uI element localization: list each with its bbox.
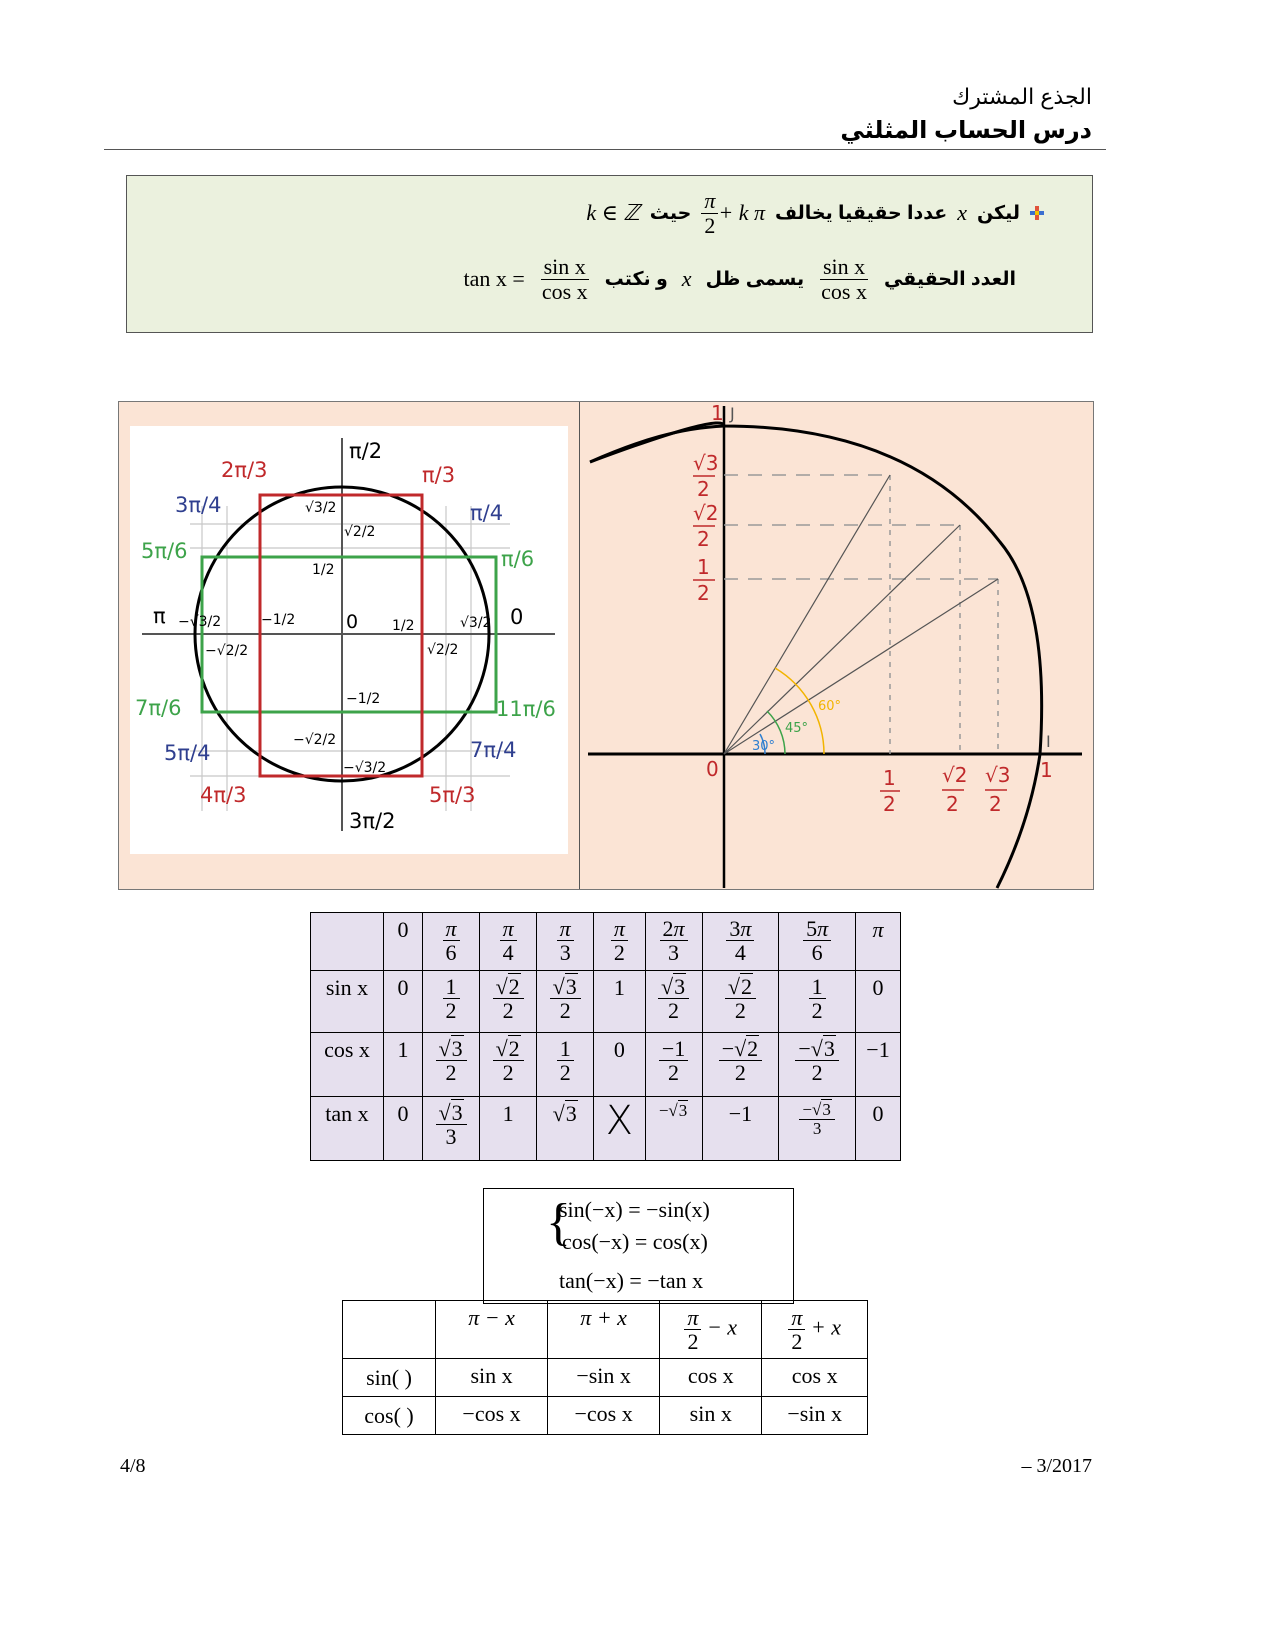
table-cell: $\frac{-√3}{3}$ <box>779 1097 856 1161</box>
table-cell: $\frac{-√3}{2}$ <box>779 1033 856 1097</box>
axis-label: √3 <box>985 763 1011 787</box>
table-cell: sin x <box>660 1397 762 1435</box>
value-label: −√3/2 <box>343 760 387 776</box>
table-header: $\frac{3\pi}{4}$ <box>702 913 779 971</box>
value-label: √2/2 <box>427 642 459 658</box>
table-cell: $\frac{1}{2}$ <box>537 1033 594 1097</box>
angle-label: 2π/3 <box>221 458 268 482</box>
table-header: $\frac{2\pi}{3}$ <box>645 913 702 971</box>
angle-label: π/6 <box>501 547 535 571</box>
text-real-number: عددا حقيقيا يخالف <box>775 202 948 224</box>
table-cell: sin x <box>436 1359 548 1397</box>
axis-label: 1 <box>1040 758 1053 782</box>
table-header: $\frac{\pi}{2}$ + x <box>762 1301 868 1359</box>
table-header: π + x <box>548 1301 660 1359</box>
angle-label: π/4 <box>470 501 504 525</box>
axis-label: 2 <box>697 527 710 551</box>
k-in-z: k ∈ ℤ <box>586 200 640 225</box>
table-cell: −cos x <box>436 1397 548 1435</box>
value-label: 0 <box>346 611 359 633</box>
table-cell: 1 <box>594 971 645 1033</box>
axis-label: 0 <box>706 757 719 781</box>
table-corner <box>343 1301 436 1359</box>
header-course: الجذع المشترك <box>952 84 1092 109</box>
angle-label: 5π/4 <box>164 741 211 765</box>
header-rule <box>104 149 1106 150</box>
table-cell: $\frac{√2}{2}$ <box>702 971 779 1033</box>
table-header: π − x <box>436 1301 548 1359</box>
table-cell: √3 <box>537 1097 594 1161</box>
text-called-tan: يسمى ظل <box>705 268 805 290</box>
axis-label: √2 <box>942 763 968 787</box>
angle-label: 5π/6 <box>141 539 188 563</box>
table-header: $\frac{\pi}{4}$ <box>480 913 537 971</box>
definition-line-1 <box>586 182 1044 244</box>
angle-label: 3π/4 <box>175 493 222 517</box>
axis-label: 2 <box>697 477 710 501</box>
frac-sin-2: sin x <box>541 255 589 279</box>
table-cell: 0 <box>384 1097 423 1161</box>
frac-pi-den: 2 <box>704 212 716 238</box>
table-cell: −cos x <box>548 1397 660 1435</box>
tan-equals: tan x = <box>463 266 525 291</box>
diagram-panel <box>118 401 1094 890</box>
table-cell: cos x <box>762 1359 868 1397</box>
axis-label: 2 <box>946 792 959 816</box>
angle-label: π/3 <box>422 463 456 487</box>
definition-box <box>126 175 1093 333</box>
table-cell: $\frac{√3}{2}$ <box>423 1033 480 1097</box>
value-label: −1/2 <box>346 691 381 707</box>
table-cell: 0 <box>855 971 900 1033</box>
frac-sin: sin x <box>820 255 868 279</box>
value-label: −√3/2 <box>178 614 222 630</box>
value-label: −1/2 <box>261 612 296 628</box>
table-cell: 0 <box>384 971 423 1033</box>
table-corner <box>311 913 384 971</box>
row-label: sin( ) <box>343 1359 436 1397</box>
angle-relations-table <box>342 1300 868 1435</box>
angle-label: 7π/6 <box>135 696 182 720</box>
angle-label: π/2 <box>349 439 383 463</box>
table-cell: −√3 <box>645 1097 702 1161</box>
angle-label: 5π/3 <box>429 783 476 807</box>
text-let: ليكن <box>976 202 1020 224</box>
table-header: $\frac{\pi}{3}$ <box>537 913 594 971</box>
frac-cos: cos x <box>821 278 867 304</box>
frac-pi-num: π <box>701 189 718 213</box>
quarter-circle-svg <box>580 402 1093 889</box>
angle-label: 4π/3 <box>200 783 247 807</box>
axis-label: √3 <box>693 451 719 475</box>
angle-label: 0 <box>510 605 524 629</box>
page-title: درس الحساب المثلثي <box>840 117 1092 144</box>
table-cell: $\frac{√2}{2}$ <box>480 971 537 1033</box>
value-label: 1/2 <box>312 562 335 578</box>
axis-label: √2 <box>693 501 719 525</box>
text-the-real: العدد الحقيقي <box>883 268 1016 290</box>
identity-sin: sin(−x) = −sin(x) <box>559 1197 710 1222</box>
table-cell: $\frac{-√2}{2}$ <box>702 1033 779 1097</box>
identity-tan: tan(−x) = −tan x <box>559 1268 704 1293</box>
axis-label: 2 <box>697 581 710 605</box>
axis-label: 1 <box>697 555 710 579</box>
table-header: $\frac{\pi}{2}$ <box>594 913 645 971</box>
angle-label: 7π/4 <box>470 738 517 762</box>
axis-label: 2 <box>883 792 896 816</box>
table-cell: 0 <box>855 1097 900 1161</box>
table-cell: 1 <box>480 1097 537 1161</box>
table-header: $\frac{5\pi}{6}$ <box>779 913 856 971</box>
table-cell: $\frac{√3}{3}$ <box>423 1097 480 1161</box>
angle-label: 45° <box>785 721 809 736</box>
undefined-cross-icon: X <box>594 1097 645 1161</box>
table-header: $\frac{\pi}{2}$ − x <box>660 1301 762 1359</box>
table-header: π <box>855 913 900 971</box>
plus-kpi: + k π <box>718 200 765 225</box>
axis-name-i: I <box>1046 732 1051 751</box>
value-label: √3/2 <box>305 500 337 516</box>
text-where: حيث <box>649 202 692 224</box>
angle-label: 11π/6 <box>496 697 556 721</box>
row-label: sin x <box>311 971 384 1033</box>
table-cell: −1 <box>855 1033 900 1097</box>
table-header: $\frac{\pi}{6}$ <box>423 913 480 971</box>
value-label: 1/2 <box>392 618 415 634</box>
angle-label: 30° <box>752 739 776 754</box>
axis-label: 1 <box>883 766 896 790</box>
axis-label: 2 <box>989 792 1002 816</box>
table-cell: $\frac{-1}{2}$ <box>645 1033 702 1097</box>
table-cell: $\frac{1}{2}$ <box>779 971 856 1033</box>
bullet-icon <box>1030 206 1044 220</box>
identities-box <box>483 1188 794 1304</box>
unit-circle-svg <box>130 426 568 854</box>
var-x: x <box>957 200 967 225</box>
angle-label: 3π/2 <box>349 809 396 833</box>
frac-cos-2: cos x <box>541 278 588 304</box>
var-x-2: x <box>681 266 692 291</box>
footer-date: – 3/2017 <box>1021 1455 1092 1477</box>
value-label: −√2/2 <box>293 732 337 748</box>
brace-icon: { <box>546 1194 571 1251</box>
table-cell: −1 <box>702 1097 779 1161</box>
table-cell: −sin x <box>548 1359 660 1397</box>
axis-label: 1 <box>711 402 724 425</box>
axis-name-j: J <box>730 404 735 423</box>
value-label: √2/2 <box>344 524 376 540</box>
table-cell: cos x <box>660 1359 762 1397</box>
table-cell: $\frac{√3}{2}$ <box>537 971 594 1033</box>
table-cell: −sin x <box>762 1397 868 1435</box>
text-and-write: و نكتب <box>604 268 668 290</box>
row-label: cos x <box>311 1033 384 1097</box>
table-cell: $\frac{√2}{2}$ <box>480 1033 537 1097</box>
definition-line-2 <box>464 246 1016 312</box>
unit-circle-right <box>580 402 1093 889</box>
trig-values-table <box>310 912 901 1161</box>
unit-circle-left <box>130 426 568 854</box>
identity-cos: cos(−x) = cos(x) <box>562 1229 708 1254</box>
table-header: 0 <box>384 913 423 971</box>
page-number: 4/8 <box>120 1455 146 1477</box>
row-label: tan x <box>311 1097 384 1161</box>
angle-label: 60° <box>818 699 842 714</box>
table-cell: 0 <box>594 1033 645 1097</box>
value-label: √3/2 <box>460 615 492 631</box>
table-cell: $\frac{√3}{2}$ <box>645 971 702 1033</box>
angle-label: π <box>153 604 166 628</box>
value-label: −√2/2 <box>205 643 249 659</box>
row-label: cos( ) <box>343 1397 436 1435</box>
table-cell: 1 <box>384 1033 423 1097</box>
table-cell: $\frac{1}{2}$ <box>423 971 480 1033</box>
